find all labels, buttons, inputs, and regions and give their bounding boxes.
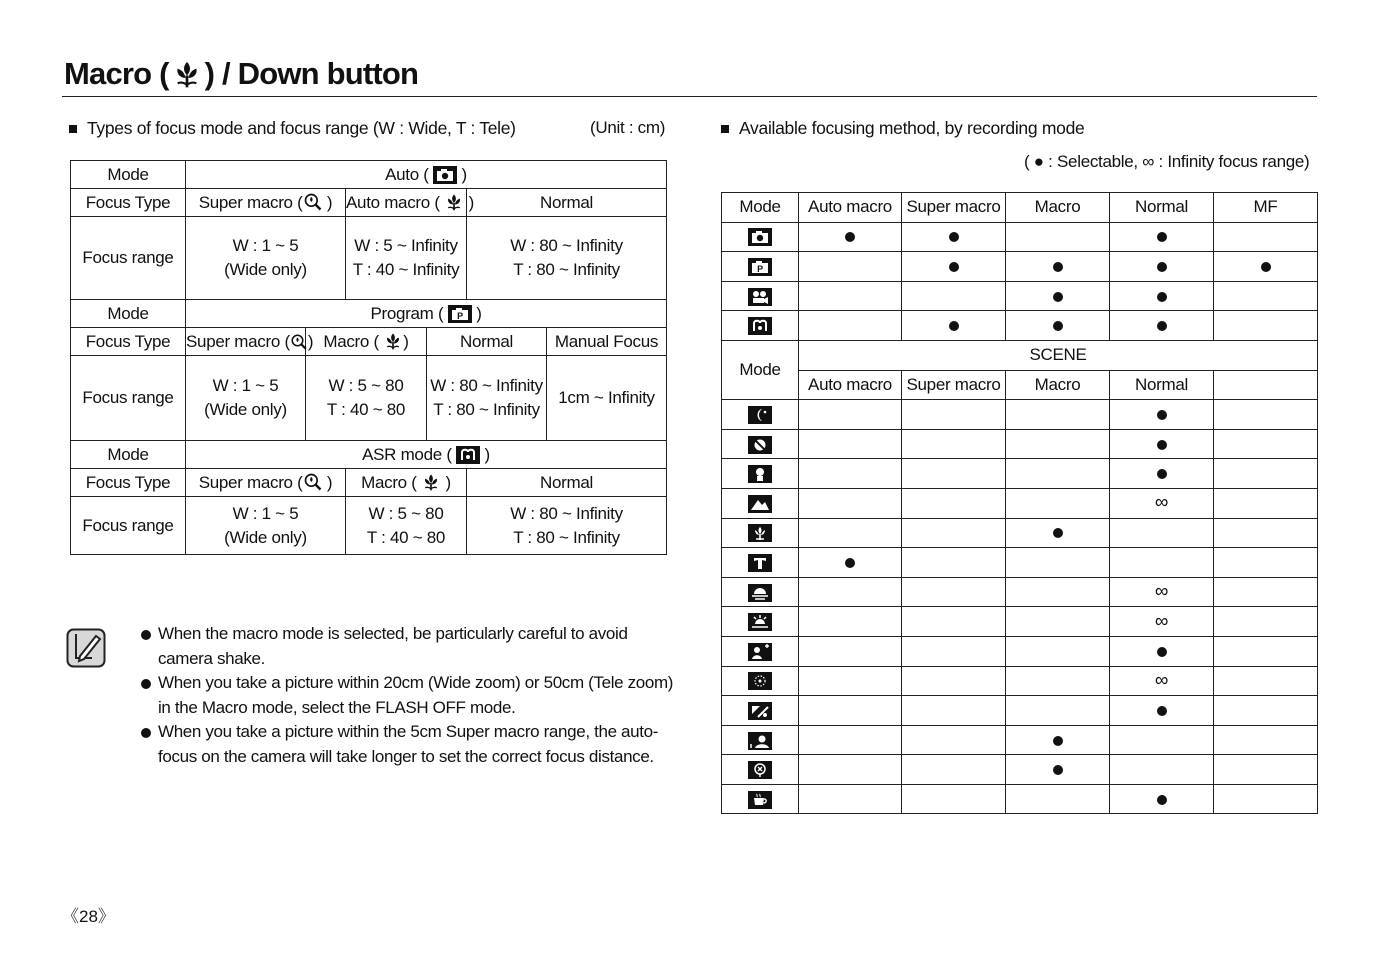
- availability-cell: [902, 222, 1006, 252]
- availability-cell: [1214, 459, 1318, 489]
- right-section-heading: [721, 118, 1084, 139]
- program-mode-value: Program ( ): [186, 300, 667, 328]
- movie-clip-icon: [748, 288, 772, 306]
- availability-cell: [799, 548, 902, 578]
- mode-icon-cell: [722, 784, 799, 814]
- availability-cell: [1214, 755, 1318, 785]
- selectable-dot-icon: [1157, 292, 1167, 302]
- availability-cell: [1214, 518, 1318, 548]
- availability-cell: [902, 518, 1006, 548]
- auto-focus-range-label: Focus range: [71, 217, 186, 300]
- availability-cell: [1110, 725, 1214, 755]
- text-icon: [748, 554, 772, 572]
- selectable-dot-icon: [1157, 262, 1167, 272]
- square-bullet-icon: [69, 125, 77, 133]
- availability-cell: [1214, 252, 1318, 282]
- scene-col-header: Auto macro: [799, 370, 902, 400]
- program-mode-label: Mode: [71, 300, 186, 328]
- sunset-icon: [748, 584, 772, 602]
- availability-cell: [1110, 666, 1214, 696]
- availability-cell: [1214, 281, 1318, 311]
- availability-cell: [1006, 636, 1110, 666]
- mode-icon-cell: [722, 666, 799, 696]
- auto-mode-label: Mode: [71, 161, 186, 189]
- program-focus-macro: Macro ( ): [306, 328, 427, 356]
- asr-focus-macro: Macro ( ): [346, 469, 467, 497]
- availability-cell: [1214, 636, 1318, 666]
- notes-list: [140, 622, 680, 769]
- mode-icon-cell: [722, 429, 799, 459]
- self-shot-icon: [748, 732, 772, 750]
- availability-cell: [1214, 548, 1318, 578]
- availability-cell: [902, 548, 1006, 578]
- asr-range-normal: W : 80 ~ Infinity T : 80 ~ Infinity: [467, 497, 667, 555]
- col-header-auto-macro: Auto macro: [799, 193, 902, 223]
- page-title: [64, 56, 418, 92]
- left-section-heading: [69, 118, 516, 139]
- availability-cell: [799, 607, 902, 637]
- mode-row: [722, 577, 1318, 607]
- scene-subheader-row: [722, 370, 1318, 400]
- camera-program-icon: [748, 258, 772, 276]
- col-header-super-macro: Super macro: [902, 193, 1006, 223]
- availability-cell: [1110, 696, 1214, 726]
- availability-cell: [1214, 400, 1318, 430]
- mode-row: [722, 636, 1318, 666]
- availability-cell: [1006, 607, 1110, 637]
- availability-cell: [1006, 577, 1110, 607]
- auto-focus-normal: Normal: [467, 189, 667, 217]
- availability-cell: [1110, 400, 1214, 430]
- availability-cell: [1006, 666, 1110, 696]
- availability-cell: [1214, 784, 1318, 814]
- mode-row: [722, 400, 1318, 430]
- availability-cell: [1214, 577, 1318, 607]
- landscape-icon: [748, 495, 772, 513]
- scene-mode-label: Mode: [722, 340, 799, 399]
- legend-note: ( ● : Selectable, ∞ : Infinity focus range): [1024, 152, 1310, 171]
- mode-row: [722, 696, 1318, 726]
- mode-icon-cell: [722, 607, 799, 637]
- selectable-dot-icon: [845, 558, 855, 568]
- availability-cell: [799, 459, 902, 489]
- macro-icon: [383, 331, 403, 351]
- availability-cell: [799, 784, 902, 814]
- mode-row: [722, 281, 1318, 311]
- scene-col-header: Normal: [1110, 370, 1214, 400]
- program-range-normal: W : 80 ~ Infinity T : 80 ~ Infinity: [427, 356, 547, 441]
- availability-cell: [799, 666, 902, 696]
- auto-range-super-macro: W : 1 ~ 5 (Wide only): [186, 217, 346, 300]
- selectable-dot-icon: [1261, 262, 1271, 272]
- availability-cell: [1006, 311, 1110, 341]
- mode-icon-cell: [722, 281, 799, 311]
- selectable-dot-icon: [1053, 321, 1063, 331]
- availability-cell: [1110, 518, 1214, 548]
- portrait-icon: [748, 436, 772, 454]
- infinity-mark: ∞: [1154, 492, 1169, 514]
- left-section-heading-text: Types of focus mode and focus range (W : Wide, T : Tele): [87, 118, 516, 138]
- mode-row: [722, 252, 1318, 282]
- note-pencil-icon: [66, 628, 106, 668]
- availability-cell: [902, 755, 1006, 785]
- selectable-dot-icon: [1053, 528, 1063, 538]
- auto-focus-super-macro: Super macro ( ): [186, 189, 346, 217]
- availability-cell: [902, 784, 1006, 814]
- availability-cell: [1110, 636, 1214, 666]
- program-focus-range-label: Focus range: [71, 356, 186, 441]
- auto-focus-auto-macro: Auto macro ( ): [346, 189, 467, 217]
- scene-col-header: Macro: [1006, 370, 1110, 400]
- availability-cell: [1110, 429, 1214, 459]
- page-number: 《28》: [62, 907, 115, 926]
- selectable-dot-icon: [1157, 410, 1167, 420]
- backlight-icon: [748, 643, 772, 661]
- mode-row: [722, 755, 1318, 785]
- mode-row: [722, 548, 1318, 578]
- availability-cell: [1006, 281, 1110, 311]
- close-up-icon: [748, 524, 772, 542]
- program-range-macro: W : 5 ~ 80 T : 40 ~ 80: [306, 356, 427, 441]
- asr-mode-value: ASR mode ( ): [186, 441, 667, 469]
- auto-focus-type-label: Focus Type: [71, 189, 186, 217]
- scene-col-header: [1214, 370, 1318, 400]
- mode-icon-cell: [722, 548, 799, 578]
- infinity-mark: ∞: [1154, 669, 1169, 691]
- square-bullet-icon: [721, 125, 729, 133]
- selectable-dot-icon: [949, 232, 959, 242]
- availability-cell: [1214, 696, 1318, 726]
- note-item: When you take a picture within 20cm (Wide zoom) or 50cm (Tele zoom) in the Macro mode, select the FLASH OFF mode.: [140, 671, 680, 720]
- program-focus-type-label: Focus Type: [71, 328, 186, 356]
- asr-range-macro: W : 5 ~ 80 T : 40 ~ 80: [346, 497, 467, 555]
- focusing-method-table: [721, 192, 1318, 814]
- beach-snow-icon: [748, 702, 772, 720]
- availability-cell: [799, 222, 902, 252]
- dawn-icon: [748, 613, 772, 631]
- availability-cell: [1110, 548, 1214, 578]
- program-focus-normal: Normal: [427, 328, 547, 356]
- program-range-super-macro: W : 1 ~ 5 (Wide only): [186, 356, 306, 441]
- availability-cell: [902, 311, 1006, 341]
- camera-program-icon: [448, 305, 472, 323]
- availability-cell: [1006, 429, 1110, 459]
- title-divider: [62, 96, 1317, 97]
- availability-cell: [1006, 784, 1110, 814]
- availability-cell: [1110, 222, 1214, 252]
- availability-cell: [799, 696, 902, 726]
- availability-cell: [1110, 281, 1214, 311]
- mode-icon-cell: [722, 577, 799, 607]
- selectable-dot-icon: [1157, 440, 1167, 450]
- cafe-icon: [748, 791, 772, 809]
- mode-row: [722, 311, 1318, 341]
- program-focus-manual: Manual Focus: [547, 328, 667, 356]
- scene-col-header: Super macro: [902, 370, 1006, 400]
- availability-cell: [799, 429, 902, 459]
- unit-note: (Unit : cm): [590, 118, 666, 137]
- availability-cell: [902, 459, 1006, 489]
- mode-icon-cell: [722, 518, 799, 548]
- availability-cell: [799, 400, 902, 430]
- availability-cell: [1006, 400, 1110, 430]
- availability-cell: [902, 488, 1006, 518]
- availability-cell: [902, 666, 1006, 696]
- children-icon: [748, 465, 772, 483]
- availability-cell: [1110, 488, 1214, 518]
- availability-cell: [902, 607, 1006, 637]
- auto-macro-icon: [444, 192, 464, 212]
- mode-icon-cell: [722, 488, 799, 518]
- availability-cell: [1110, 755, 1214, 785]
- availability-cell: [1006, 488, 1110, 518]
- availability-cell: [902, 725, 1006, 755]
- availability-cell: [799, 281, 902, 311]
- mode-icon-cell: [722, 311, 799, 341]
- availability-cell: [902, 636, 1006, 666]
- asr-icon: [456, 446, 480, 464]
- selectable-dot-icon: [1053, 292, 1063, 302]
- program-range-manual: 1cm ~ Infinity: [547, 356, 667, 441]
- mode-icon-cell: [722, 400, 799, 430]
- availability-cell: [1006, 518, 1110, 548]
- super-macro-icon: [290, 333, 308, 351]
- availability-cell: [799, 577, 902, 607]
- super-macro-icon: [303, 472, 323, 492]
- availability-cell: [902, 696, 1006, 726]
- mode-icon-cell: [722, 636, 799, 666]
- availability-cell: [1110, 311, 1214, 341]
- mode-icon-cell: [722, 696, 799, 726]
- mode-icon-cell: [722, 252, 799, 282]
- mode-row: [722, 222, 1318, 252]
- macro-flower-icon: [171, 58, 203, 90]
- selectable-dot-icon: [1053, 736, 1063, 746]
- availability-cell: [1214, 429, 1318, 459]
- mode-icon-cell: [722, 725, 799, 755]
- mode-row: [722, 725, 1318, 755]
- availability-cell: [1214, 725, 1318, 755]
- availability-cell: [1110, 607, 1214, 637]
- availability-cell: [1110, 459, 1214, 489]
- mode-row: [722, 607, 1318, 637]
- selectable-dot-icon: [1157, 706, 1167, 716]
- availability-cell: [799, 488, 902, 518]
- note-item: When the macro mode is selected, be particularly careful to avoid camera shake.: [140, 622, 680, 671]
- availability-cell: [1006, 725, 1110, 755]
- availability-cell: [1214, 488, 1318, 518]
- selectable-dot-icon: [1157, 469, 1167, 479]
- scene-header-row: [722, 340, 1318, 370]
- selectable-dot-icon: [845, 232, 855, 242]
- asr-focus-super-macro: Super macro ( ): [186, 469, 346, 497]
- mode-icon-cell: [722, 222, 799, 252]
- availability-cell: [1214, 222, 1318, 252]
- right-section-heading-text: Available focusing method, by recording mode: [739, 118, 1085, 138]
- availability-cell: [799, 252, 902, 282]
- super-macro-icon: [303, 192, 323, 212]
- asr-focus-range-label: Focus range: [71, 497, 186, 555]
- focus-range-table: [70, 160, 667, 555]
- availability-cell: [1006, 252, 1110, 282]
- asr-focus-normal: Normal: [467, 469, 667, 497]
- scene-label: SCENE: [799, 340, 1318, 370]
- page-title-prefix: Macro (: [64, 56, 169, 91]
- col-header-macro: Macro: [1006, 193, 1110, 223]
- availability-cell: [1110, 577, 1214, 607]
- infinity-mark: ∞: [1154, 581, 1169, 603]
- availability-cell: [1006, 222, 1110, 252]
- mode-row: [722, 666, 1318, 696]
- availability-cell: [1110, 784, 1214, 814]
- mode-row: [722, 429, 1318, 459]
- selectable-dot-icon: [1157, 321, 1167, 331]
- availability-cell: [902, 577, 1006, 607]
- availability-cell: [799, 311, 902, 341]
- mode-row: [722, 488, 1318, 518]
- availability-cell: [1214, 607, 1318, 637]
- camera-auto-icon: [748, 228, 772, 246]
- availability-cell: [1006, 696, 1110, 726]
- availability-cell: [1214, 311, 1318, 341]
- selectable-dot-icon: [1157, 647, 1167, 657]
- fireworks-icon: [748, 672, 772, 690]
- availability-cell: [1006, 459, 1110, 489]
- availability-cell: [1214, 666, 1318, 696]
- asr-focus-type-label: Focus Type: [71, 469, 186, 497]
- availability-cell: [799, 725, 902, 755]
- note-item: When you take a picture within the 5cm Super macro range, the auto-focus on the camera will take longer to set the correct focus distance.: [140, 720, 680, 769]
- mode-row: [722, 784, 1318, 814]
- availability-cell: [902, 252, 1006, 282]
- availability-cell: [1006, 548, 1110, 578]
- selectable-dot-icon: [1053, 262, 1063, 272]
- availability-cell: [1110, 252, 1214, 282]
- availability-cell: [1006, 755, 1110, 785]
- selectable-dot-icon: [949, 262, 959, 272]
- availability-cell: [799, 636, 902, 666]
- mode-icon-cell: [722, 755, 799, 785]
- col-header-normal: Normal: [1110, 193, 1214, 223]
- page-title-suffix: ) / Down button: [204, 56, 419, 91]
- col-header-mode: Mode: [722, 193, 799, 223]
- availability-cell: [799, 518, 902, 548]
- mode-row: [722, 518, 1318, 548]
- auto-range-normal: W : 80 ~ Infinity T : 80 ~ Infinity: [467, 217, 667, 300]
- macro-icon: [421, 472, 441, 492]
- infinity-mark: ∞: [1154, 610, 1169, 632]
- asr-icon: [748, 317, 772, 335]
- asr-range-super-macro: W : 1 ~ 5 (Wide only): [186, 497, 346, 555]
- food-icon: [748, 761, 772, 779]
- program-focus-super-macro: Super macro ( ): [186, 328, 306, 356]
- col-header-mf: MF: [1214, 193, 1318, 223]
- asr-mode-label: Mode: [71, 441, 186, 469]
- selectable-dot-icon: [949, 321, 959, 331]
- availability-cell: [902, 429, 1006, 459]
- camera-auto-icon: [433, 166, 457, 184]
- mode-row: [722, 459, 1318, 489]
- selectable-dot-icon: [1157, 795, 1167, 805]
- availability-cell: [902, 281, 1006, 311]
- availability-cell: [799, 755, 902, 785]
- auto-range-auto-macro: W : 5 ~ Infinity T : 40 ~ Infinity: [346, 217, 467, 300]
- availability-cell: [902, 400, 1006, 430]
- auto-mode-value: Auto ( ): [186, 161, 667, 189]
- selectable-dot-icon: [1157, 232, 1167, 242]
- night-scene-icon: [748, 406, 772, 424]
- mode-icon-cell: [722, 459, 799, 489]
- selectable-dot-icon: [1053, 765, 1063, 775]
